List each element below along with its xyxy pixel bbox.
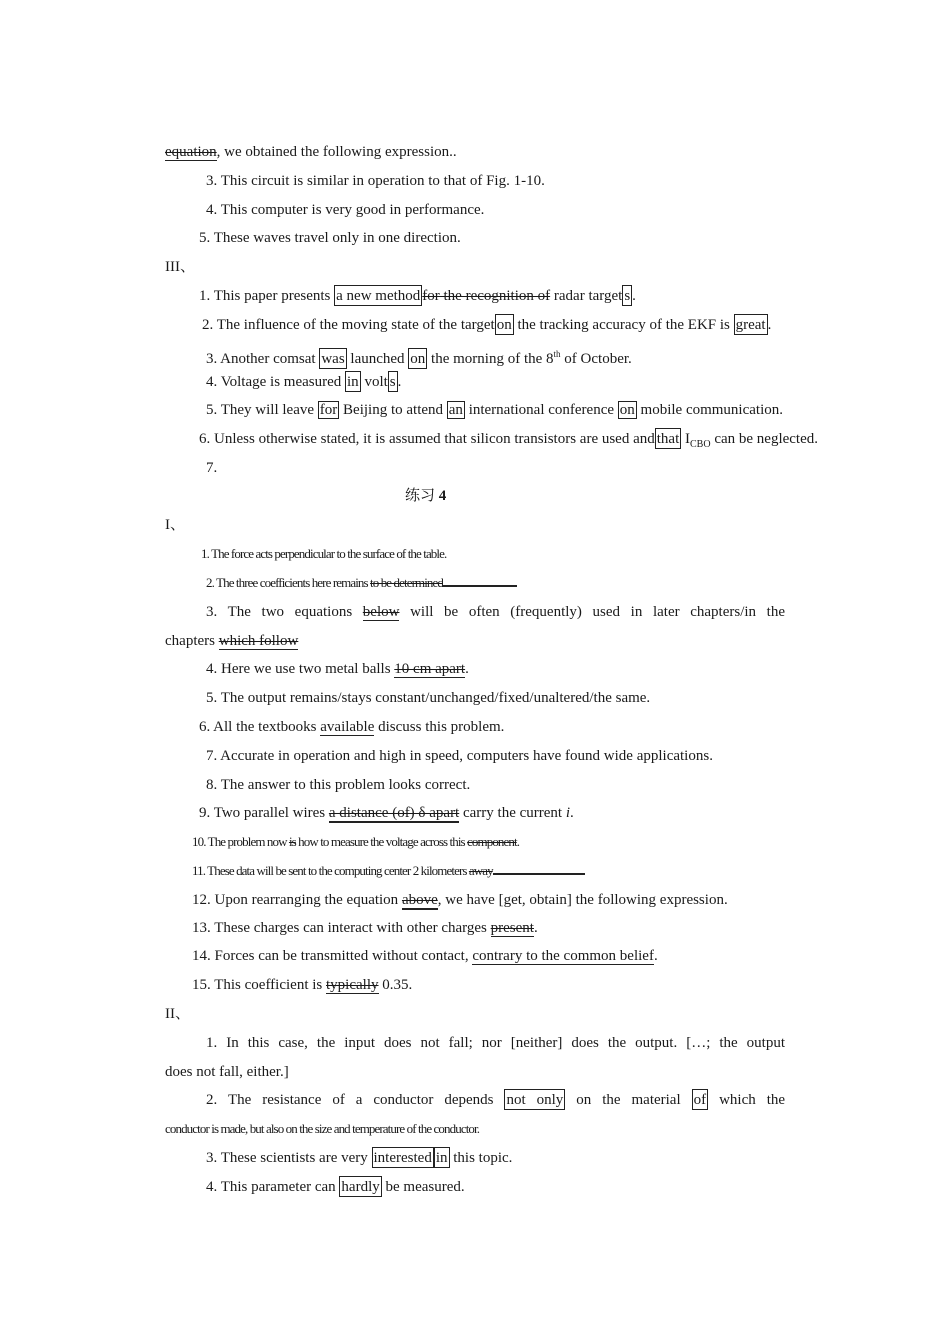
list-item: 6. All the textbooks available discuss this problem.: [199, 719, 505, 735]
list-item: 3. The two equations below will be often (frequently) used in later chapters/in the: [206, 604, 785, 620]
list-item: 7. Accurate in operation and high in speed, computers have found wide applications.: [206, 748, 713, 764]
crossed-phrase: to be determined: [370, 575, 443, 590]
underlined-word: available: [320, 719, 375, 735]
list-item: 14. Forces can be transmitted without contact, contrary to the common belief.: [192, 948, 658, 964]
boxed-answer: interested: [372, 1147, 434, 1168]
boxed-answer: an: [448, 402, 463, 418]
crossed-word: equation: [165, 144, 217, 160]
list-item: 2. The three coefficients here remains to be determined: [206, 573, 517, 593]
underlined-phrase: contrary to the common belief: [472, 948, 654, 964]
list-item: 3. These scientists are very interested in this topic.: [206, 1148, 512, 1168]
list-item: 4. Voltage is measured in volt s .: [206, 372, 401, 392]
crossed-phrase: 10 cm apart: [394, 661, 466, 677]
boxed-answer: s: [622, 285, 632, 306]
list-item: 1. The force acts perpendicular to the surface of the table.: [201, 546, 447, 561]
text-line: chapters which follow: [165, 633, 299, 649]
boxed-answer: of: [692, 1089, 709, 1110]
text-line: 5. These waves travel only in one direction.: [199, 230, 461, 246]
text-line: equation, we obtained the following expression..: [165, 144, 457, 160]
boxed-answer: that: [655, 428, 682, 449]
list-item: 2. The resistance of a conductor depends not only on the material of which the: [206, 1090, 785, 1110]
text-line: conductor is made, but also on the size and temperature of the conductor.: [165, 1121, 480, 1136]
section-heading-i: I、: [165, 517, 185, 533]
list-item: 11. These data will be sent to the computing center 2 kilometers away: [192, 861, 585, 881]
boxed-answer: on: [408, 348, 427, 369]
boxed-answer: hardly: [339, 1176, 381, 1197]
boxed-answer: in: [345, 371, 361, 392]
exercise-title: 练习 4: [405, 488, 447, 504]
boxed-answer: in: [434, 1147, 450, 1168]
text-line: 4. This computer is very good in performance.: [206, 202, 485, 218]
crossed-phrase: for the recognition of: [422, 288, 551, 304]
text-line: 3. This circuit is similar in operation to that of Fig. 1-10.: [206, 173, 545, 189]
list-item: 4. Here we use two metal balls 10 cm apart.: [206, 661, 469, 677]
boxed-answer: a new method: [334, 285, 422, 306]
list-item: 8. The answer to this problem looks correct.: [206, 777, 471, 793]
crossed-phrase: a distance (of) δ apart: [328, 805, 460, 821]
crossed-word: below: [362, 604, 400, 620]
section-heading-iii: III、: [165, 259, 195, 275]
boxed-answer: not only: [504, 1089, 565, 1110]
section-heading-ii: II、: [165, 1006, 190, 1022]
boxed-answer: on: [619, 402, 635, 418]
crossed-word: present: [490, 920, 534, 936]
list-item: 2. The influence of the moving state of the target on the tracking accuracy of the EKF is great .: [202, 315, 771, 335]
list-item: 1. This paper presents a new method for the recognition of radar target s .: [199, 286, 636, 306]
list-item: 3. Another comsat was launched on the morning of the 8th of October.: [206, 349, 632, 367]
list-item: 5. They will leave for Beijing to attend an international conference on mobile communication.: [206, 402, 784, 418]
boxed-answer: great: [734, 314, 768, 335]
list-item: 1. In this case, the input does not fall; nor [neither] does the output. […; the output: [206, 1035, 785, 1051]
answer-blank: [443, 577, 517, 587]
crossed-word: is: [288, 834, 296, 849]
boxed-answer: was: [319, 348, 346, 369]
list-item: 6. Unless otherwise stated, it is assumed that silicon transistors are used and that $I_{CBO}$ can be neglected.: [199, 429, 818, 449]
list-item: 13. These charges can interact with other charges present.: [192, 920, 538, 936]
list-item: 5. The output remains/stays constant/unchanged/fixed/unaltered/the same.: [206, 690, 651, 706]
list-item: 4. This parameter can hardly be measured.: [206, 1177, 465, 1197]
crossed-word: above: [401, 892, 438, 908]
text-line: does not fall, either.]: [165, 1064, 289, 1080]
boxed-answer: s: [388, 371, 398, 392]
list-item: 7.: [206, 460, 218, 476]
crossed-phrase: which follow: [218, 633, 299, 649]
boxed-answer: on: [495, 314, 514, 335]
list-item: 12. Upon rearranging the equation above, we have [get, obtain] the following expression.: [192, 892, 728, 908]
list-item: 15. This coefficient is typically 0.35.: [192, 977, 413, 993]
boxed-answer: for: [319, 402, 338, 418]
list-item: 10. The problem now is how to measure the voltage across this component.: [192, 834, 520, 849]
crossed-word: away: [468, 863, 493, 878]
list-item: 9. Two parallel wires a distance (of) δ apart carry the current i.: [199, 805, 574, 821]
crossed-word: typically: [326, 977, 379, 993]
answer-blank: [493, 865, 585, 875]
crossed-word: component: [467, 834, 517, 849]
